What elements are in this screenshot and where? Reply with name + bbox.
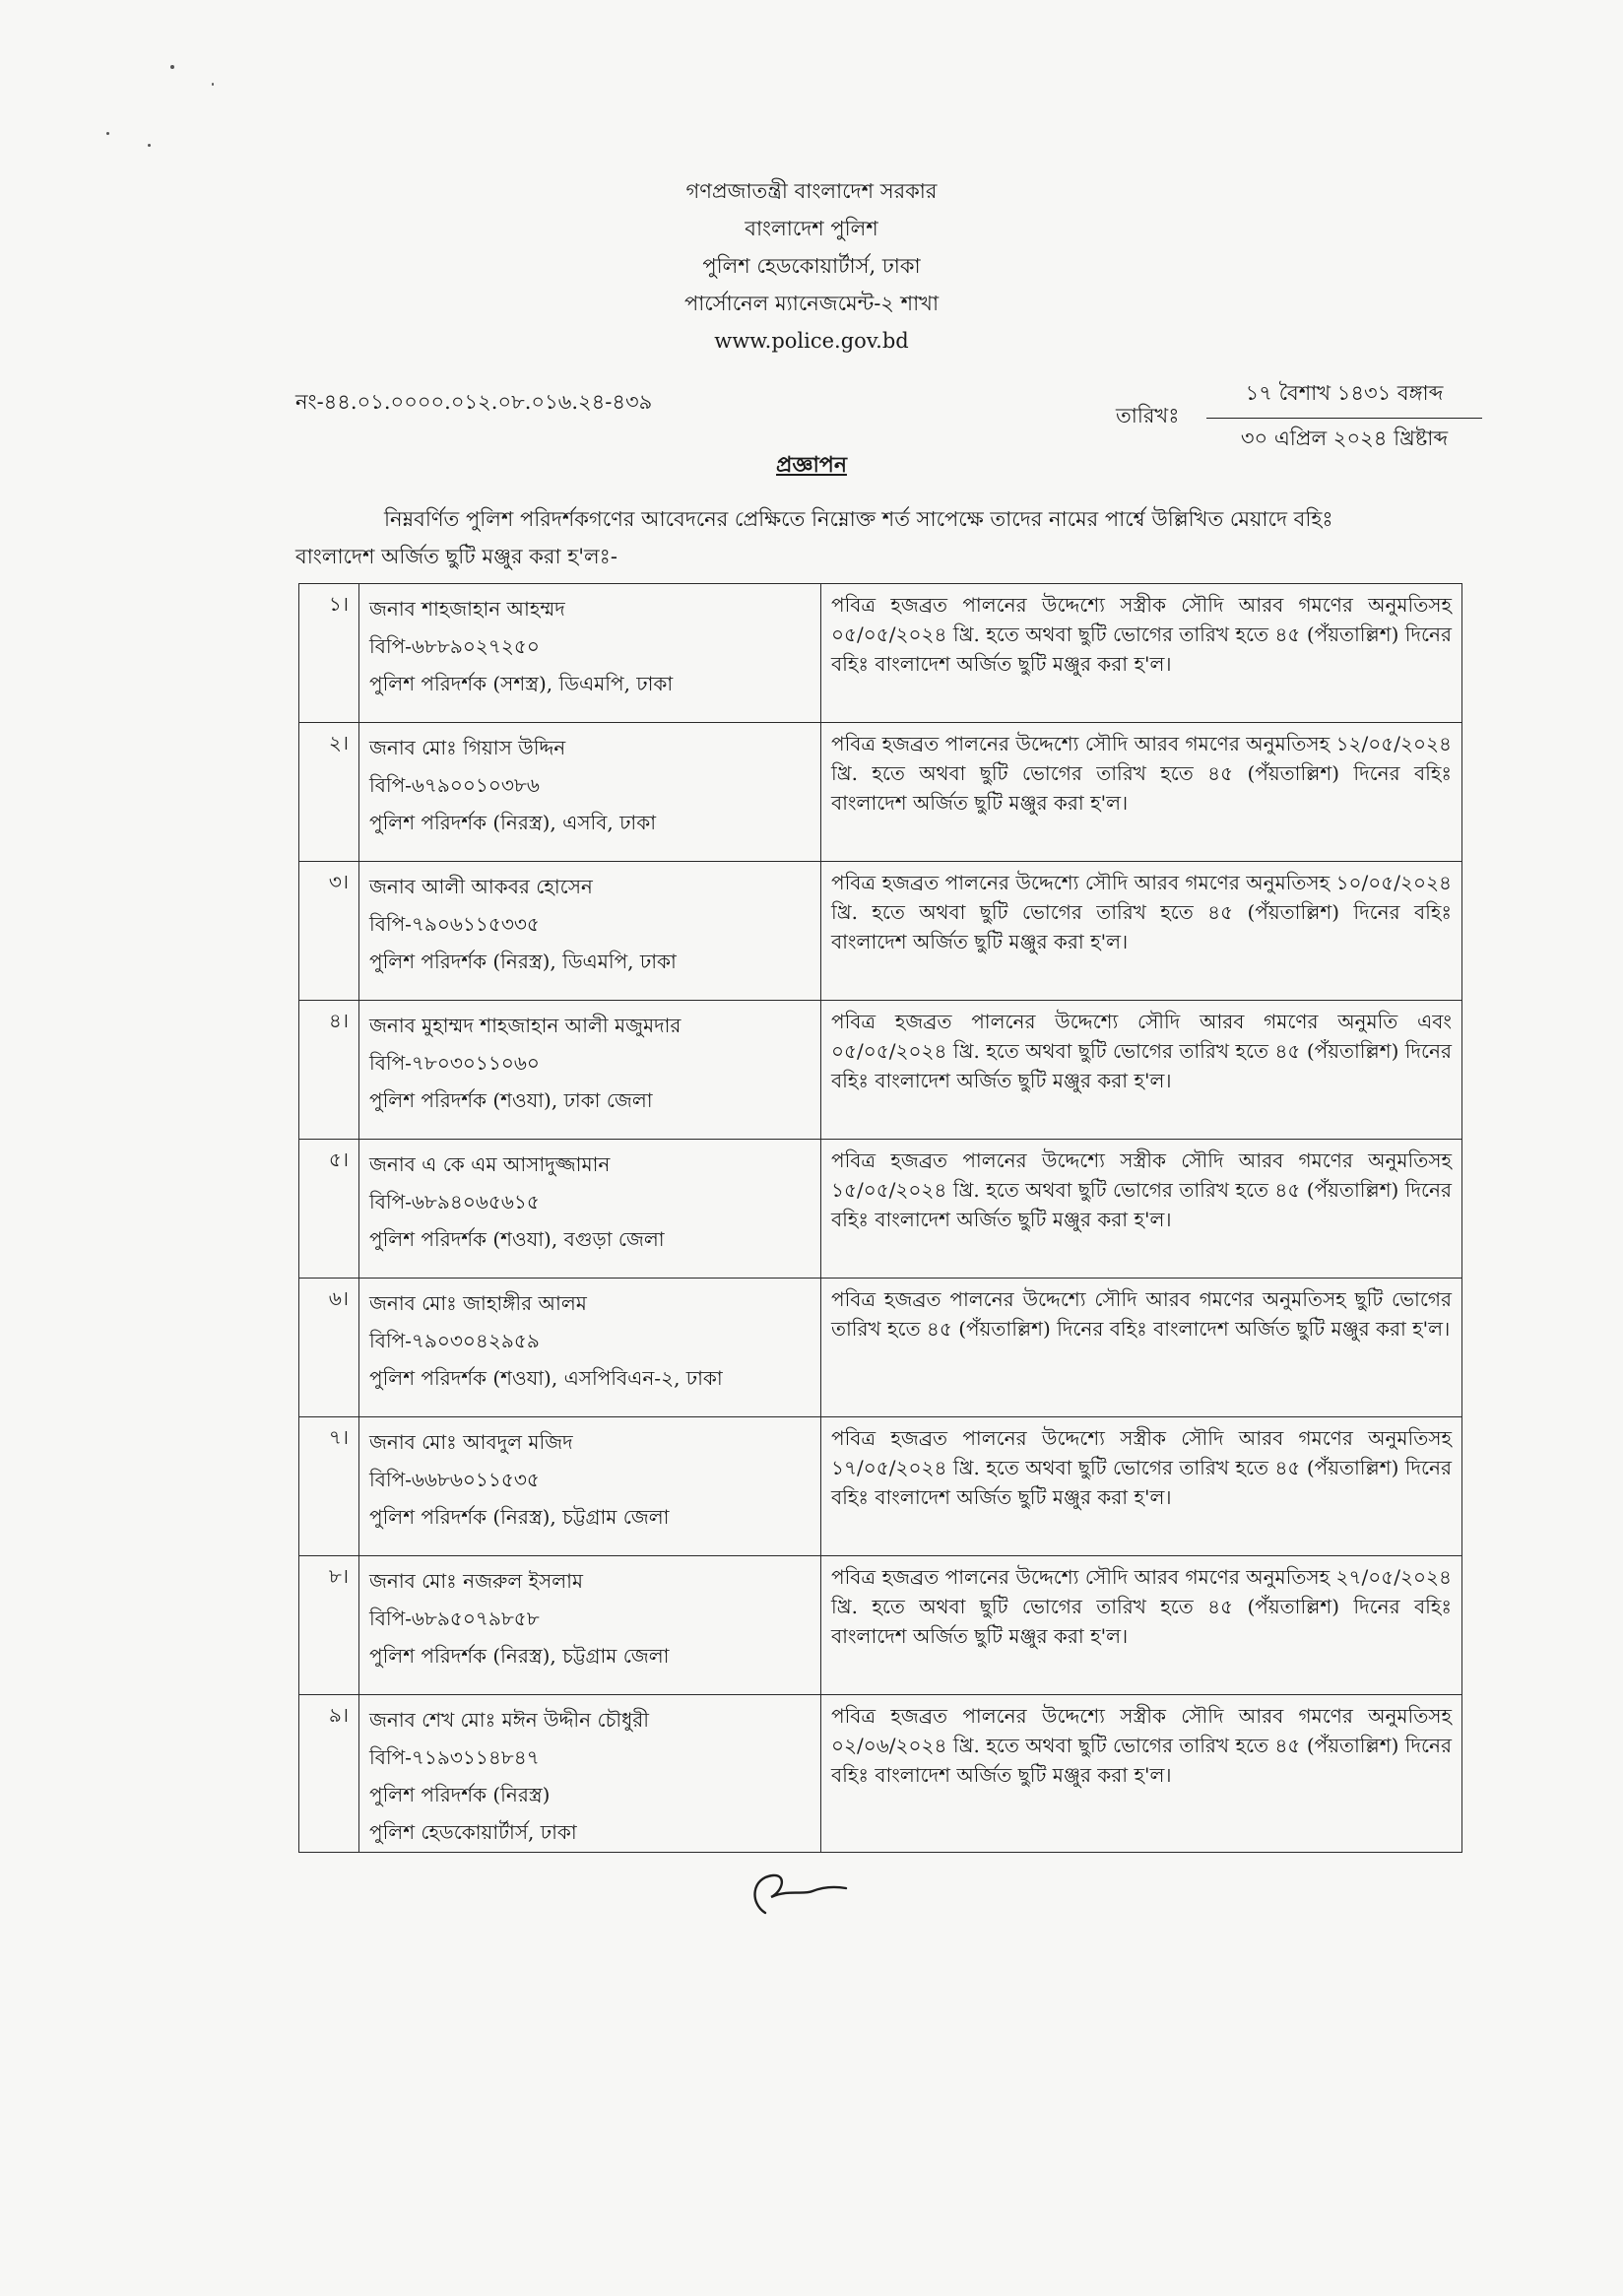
serial-cell: ১। xyxy=(299,584,359,723)
person-name: জনাব এ কে এম আসাদুজ্জামান xyxy=(369,1152,611,1176)
person-cell xyxy=(359,1417,821,1556)
table-row xyxy=(299,723,1462,862)
serial-cell: ৯। xyxy=(299,1695,359,1853)
leave-detail: পবিত্র হজব্রত পালনের উদ্দেশ্যে সস্ত্রীক সৌদি আরব গমণের অনুমতিসহ ১৭/০৫/২০২৪ খ্রি. হতে অথবা ছুটি ভোগের তারিখ হতে ৪৫ (পঁয়তাল্লিশ) দিনের বহিঃ বাংলাদেশ অর্জিত ছুটি মঞ্জুর করা হ'ল। xyxy=(821,1417,1462,1556)
date-block xyxy=(1206,377,1482,457)
intro-paragraph xyxy=(295,500,1462,575)
serial-cell: ২। xyxy=(299,723,359,862)
person-post: পুলিশ পরিদর্শক (নিরস্ত্র), চট্টগ্রাম জেলা xyxy=(369,1505,670,1529)
intro-line-2: বাংলাদেশ অর্জিত ছুটি মঞ্জুর করা হ'লঃ- xyxy=(295,545,617,568)
table-row xyxy=(299,1140,1462,1279)
leave-detail: পবিত্র হজব্রত পালনের উদ্দেশ্যে সৌদি আরব গমণের অনুমতিসহ ছুটি ভোগের তারিখ হতে ৪৫ (পঁয়তাল্লিশ) দিনের বহিঃ বাংলাদেশ অর্জিত ছুটি মঞ্জুর করা হ'ল। xyxy=(821,1279,1462,1417)
person-bp-number: বিপি-৭৮০৩০১১০৬০ xyxy=(369,1051,540,1075)
leave-detail: পবিত্র হজব্রত পালনের উদ্দেশ্যে সস্ত্রীক সৌদি আরব গমণের অনুমতিসহ ০২/০৬/২০২৪ খ্রি. হতে অথবা ছুটি ভোগের তারিখ হতে ৪৫ (পঁয়তাল্লিশ) দিনের বহিঃ বাংলাদেশ অর্জিত ছুটি মঞ্জুর করা হ'ল। xyxy=(821,1695,1462,1853)
person-cell xyxy=(359,1556,821,1695)
person-bp-number: বিপি-৬৭৯০০১০৩৮৬ xyxy=(369,773,540,797)
person-post: পুলিশ পরিদর্শক (শওযা), এসপিবিএন-২, ঢাকা xyxy=(369,1366,723,1390)
table-row xyxy=(299,1417,1462,1556)
intro-line-1: নিম্নবর্ণিত পুলিশ পরিদর্শকগণের আবেদনের প্রেক্ষিতে নিম্নোক্ত শর্ত সাপেক্ষে তাদের নামের পার্শ্বে উল্লিখিত মেয়াদে বহিঃ xyxy=(384,507,1333,531)
serial-cell: ৭। xyxy=(299,1417,359,1556)
leave-detail: পবিত্র হজব্রত পালনের উদ্দেশ্যে সৌদি আরব গমণের অনুমতিসহ ১০/০৫/২০২৪ খ্রি. হতে অথবা ছুটি ভোগের তারিখ হতে ৪৫ (পঁয়তাল্লিশ) দিনের বহিঃ বাংলাদেশ অর্জিত ছুটি মঞ্জুর করা হ'ল। xyxy=(821,862,1462,1001)
leave-detail: পবিত্র হজব্রত পালনের উদ্দেশ্যে সৌদি আরব গমণের অনুমতি এবং ০৫/০৫/২০২৪ খ্রি. হতে অথবা ছুটি ভোগের তারিখ হতে ৪৫ (পঁয়তাল্লিশ) দিনের বহিঃ বাংলাদেশ অর্জিত ছুটি মঞ্জুর করা হ'ল। xyxy=(821,1001,1462,1140)
person-name: জনাব মোঃ জাহাঙ্গীর আলম xyxy=(369,1291,587,1315)
table-row xyxy=(299,1001,1462,1140)
letterhead-website: www.police.gov.bd xyxy=(714,329,909,353)
person-bp-number: বিপি-৬৮৯৫০৭৯৮৫৮ xyxy=(369,1607,540,1630)
person-post: পুলিশ পরিদর্শক (নিরস্ত্র) xyxy=(369,1783,551,1806)
scan-speck xyxy=(170,65,174,69)
date-label: তারিখঃ xyxy=(1116,404,1180,427)
scan-speck xyxy=(106,132,109,135)
person-name: জনাব মুহাম্মদ শাহজাহান আলী মজুমদার xyxy=(369,1014,682,1037)
date-english: ৩০ এপ্রিল ২০২৪ খ্রিষ্টাব্দ xyxy=(1240,426,1449,450)
document-title-text: প্রজ্ঞাপন xyxy=(776,452,847,478)
table-row xyxy=(299,584,1462,723)
person-bp-number: বিপি-৭১৯৩১১৪৮৪৭ xyxy=(369,1745,540,1769)
table-row xyxy=(299,1695,1462,1853)
person-name: জনাব শাহজাহান আহম্মদ xyxy=(369,597,565,621)
serial-cell: ৮। xyxy=(299,1556,359,1695)
scan-speck xyxy=(212,83,214,86)
person-cell xyxy=(359,1140,821,1279)
letterhead-section: পার্সোনেল ম্যানেজমেন্ট-২ শাখা xyxy=(683,292,940,315)
person-bp-number: বিপি-৭৯০৩০৪২৯৫৯ xyxy=(369,1329,540,1352)
person-name: জনাব মোঃ গিয়াস উদ্দিন xyxy=(369,736,566,759)
person-post: পুলিশ পরিদর্শক (নিরস্ত্র), চট্টগ্রাম জেলা xyxy=(369,1644,670,1668)
leave-detail: পবিত্র হজব্রত পালনের উদ্দেশ্যে সৌদি আরব গমণের অনুমতিসহ ২৭/০৫/২০২৪ খ্রি. হতে অথবা ছুটি ভোগের তারিখ হতে ৪৫ (পঁয়তাল্লিশ) দিনের বহিঃ বাংলাদেশ অর্জিত ছুটি মঞ্জুর করা হ'ল। xyxy=(821,1556,1462,1695)
memo-number: নং-৪৪.০১.০০০০.০১২.০৮.০১৬.২৪-৪৩৯ xyxy=(295,390,653,414)
letterhead xyxy=(0,172,1623,360)
date-bangla: ১৭ বৈশাখ ১৪৩১ বঙ্গাব্দ xyxy=(1245,381,1444,405)
person-post: পুলিশ পরিদর্শক (শওযা), ঢাকা জেলা xyxy=(369,1088,653,1112)
person-bp-number: বিপি-৬৬৮৬০১১৫৩৫ xyxy=(369,1468,540,1491)
leave-detail: পবিত্র হজব্রত পালনের উদ্দেশ্যে সস্ত্রীক সৌদি আরব গমণের অনুমতিসহ ১৫/০৫/২০২৪ খ্রি. হতে অথবা ছুটি ভোগের তারিখ হতে ৪৫ (পঁয়তাল্লিশ) দিনের বহিঃ বাংলাদেশ অর্জিত ছুটি মঞ্জুর করা হ'ল। xyxy=(821,1140,1462,1279)
person-post: পুলিশ পরিদর্শক (নিরস্ত্র), এসবি, ঢাকা xyxy=(369,811,657,834)
person-name: জনাব মোঃ আবদুল মজিদ xyxy=(369,1430,573,1454)
serial-cell: ৬। xyxy=(299,1279,359,1417)
leave-detail: পবিত্র হজব্রত পালনের উদ্দেশ্যে সৌদি আরব গমণের অনুমতিসহ ১২/০৫/২০২৪ খ্রি. হতে অথবা ছুটি ভোগের তারিখ হতে ৪৫ (পঁয়তাল্লিশ) দিনের বহিঃ বাংলাদেশ অর্জিত ছুটি মঞ্জুর করা হ'ল। xyxy=(821,723,1462,862)
letterhead-organization: বাংলাদেশ পুলিশ xyxy=(745,217,878,240)
person-name: জনাব শেখ মোঃ মঈন উদ্দীন চৌধুরী xyxy=(369,1708,650,1732)
person-office: পুলিশ হেডকোয়ার্টার্স, ঢাকা xyxy=(369,1820,577,1844)
person-name: জনাব মোঃ নজরুল ইসলাম xyxy=(369,1569,584,1593)
date-divider xyxy=(1206,418,1482,419)
serial-cell: ৩। xyxy=(299,862,359,1001)
table-row xyxy=(299,862,1462,1001)
person-cell xyxy=(359,1279,821,1417)
person-bp-number: বিপি-৭৯০৬১১৫৩৩৫ xyxy=(369,912,540,936)
person-post: পুলিশ পরিদর্শক (শওযা), বগুড়া জেলা xyxy=(369,1227,665,1251)
serial-cell: ৫। xyxy=(299,1140,359,1279)
table-row xyxy=(299,1279,1462,1417)
letterhead-government: গণপ্রজাতন্ত্রী বাংলাদেশ সরকার xyxy=(685,179,938,203)
leave-detail: পবিত্র হজব্রত পালনের উদ্দেশ্যে সস্ত্রীক সৌদি আরব গমণের অনুমতিসহ ০৫/০৫/২০২৪ খ্রি. হতে অথবা ছুটি ভোগের তারিখ হতে ৪৫ (পঁয়তাল্লিশ) দিনের বহিঃ বাংলাদেশ অর্জিত ছুটি মঞ্জুর করা হ'ল। xyxy=(821,584,1462,723)
signature-mark xyxy=(744,1862,852,1921)
person-bp-number: বিপি-৬৮৮৯০২৭২৫০ xyxy=(369,634,540,658)
person-cell xyxy=(359,584,821,723)
person-cell xyxy=(359,862,821,1001)
person-name: জনাব আলী আকবর হোসেন xyxy=(369,875,593,898)
person-bp-number: বিপি-৬৮৯৪০৬৫৬১৫ xyxy=(369,1190,540,1214)
person-cell xyxy=(359,1001,821,1140)
table-row xyxy=(299,1556,1462,1695)
document-title xyxy=(0,448,1623,485)
leave-table xyxy=(298,583,1462,1853)
scan-speck xyxy=(148,144,151,147)
serial-cell: ৪। xyxy=(299,1001,359,1140)
person-cell xyxy=(359,1695,821,1853)
person-post: পুলিশ পরিদর্শক (সশস্ত্র), ডিএমপি, ঢাকা xyxy=(369,672,674,695)
person-post: পুলিশ পরিদর্শক (নিরস্ত্র), ডিএমপি, ঢাকা xyxy=(369,950,677,973)
person-cell xyxy=(359,723,821,862)
letterhead-office: পুলিশ হেডকোয়ার্টার্স, ঢাকা xyxy=(702,254,921,278)
